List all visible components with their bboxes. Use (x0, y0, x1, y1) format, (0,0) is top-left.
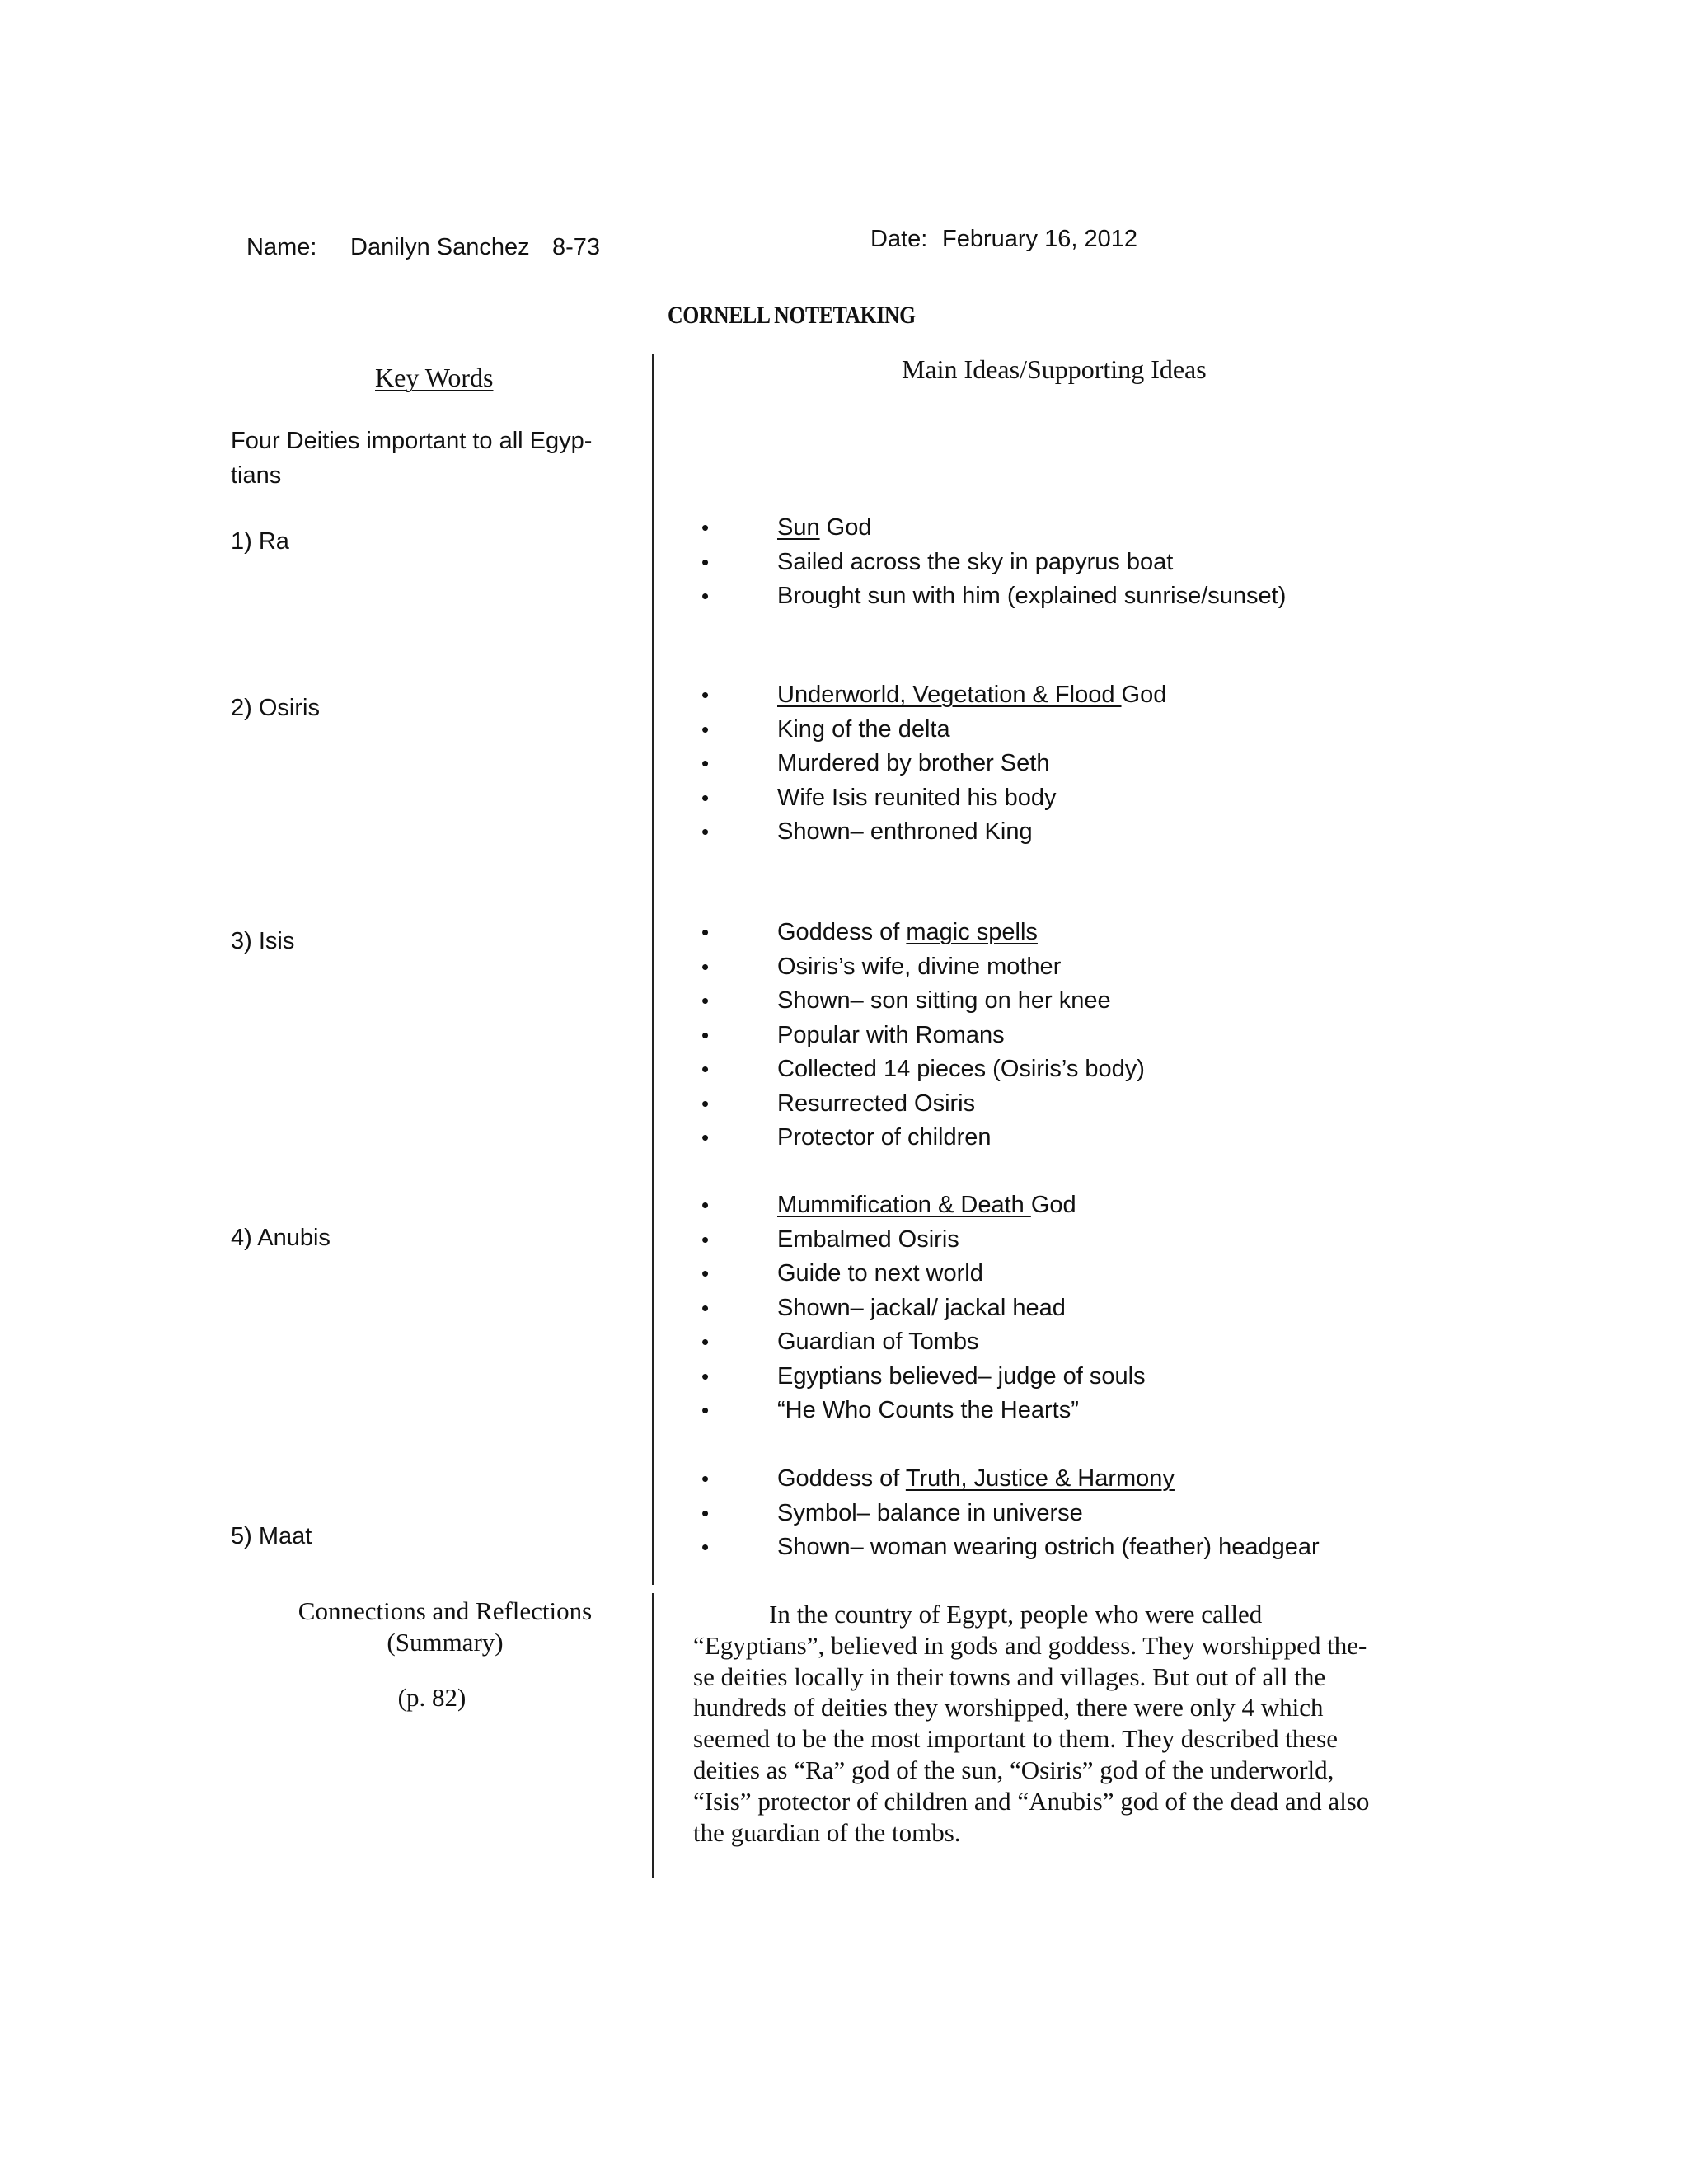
isis-notes (695, 916, 1145, 1155)
bullet-icon: • (701, 1057, 710, 1081)
keyword-maat: 5) Maat (231, 1523, 312, 1549)
note-text: Sailed across the sky in papyrus boat (777, 548, 1174, 575)
spacer (247, 1658, 643, 1682)
note-text: Shown– woman wearing ostrich (feather) headgear (777, 1534, 1320, 1560)
list-item (695, 1360, 1146, 1394)
underlined-term: magic spells (906, 919, 1038, 945)
bullet-icon: • (701, 751, 710, 776)
main-ideas-heading: Main Ideas/Supporting Ideas (902, 354, 1207, 384)
underlined-term: Mummification & Death (777, 1192, 1031, 1218)
bullet-icon: • (701, 819, 710, 844)
list-item (695, 713, 1166, 748)
list-item (695, 579, 1286, 614)
bullet-icon: • (701, 1261, 710, 1286)
list-item (695, 1019, 1145, 1053)
bullet-icon: • (701, 1500, 710, 1526)
anubis-notes (695, 1188, 1146, 1428)
keyword-anubis: 4) Anubis (231, 1225, 331, 1251)
bullet-icon: • (701, 1022, 710, 1047)
intro-line-2: tians (231, 462, 282, 489)
underlined-term: Truth, Justice & Harmony (905, 1465, 1175, 1492)
note-text: “He Who Counts the Hearts” (777, 1397, 1079, 1423)
summary-line: the guardian of the tombs. (693, 1817, 961, 1847)
summary-heading-line-2: (Summary) (387, 1628, 504, 1657)
bullet-icon: • (701, 1193, 710, 1217)
bullet-icon: • (701, 515, 710, 540)
list-item (695, 1087, 1145, 1122)
note-text: Brought sun with him (explained sunrise/sunset) (777, 583, 1287, 609)
column-divider (652, 354, 654, 1585)
list-item (695, 1188, 1146, 1223)
list-item (695, 815, 1166, 850)
summary-line: seemed to be the most important to them. They described these (693, 1724, 1338, 1754)
note-text: Goddess of (777, 1465, 906, 1492)
list-item (695, 1052, 1145, 1087)
list-item (695, 1257, 1146, 1291)
bullet-icon: • (701, 1535, 710, 1559)
keyword-isis: 3) Isis (231, 928, 295, 954)
note-text: God (1121, 682, 1167, 708)
bullet-icon: • (701, 920, 710, 944)
note-text: God (1030, 1192, 1076, 1218)
list-item (695, 1394, 1146, 1428)
note-text: Shown– son sitting on her knee (777, 987, 1111, 1014)
note-text: King of the delta (777, 715, 950, 743)
note-text: Goddess of (777, 919, 907, 945)
bullet-icon: • (701, 1295, 710, 1320)
note-text: Guardian of Tombs (777, 1329, 979, 1355)
bullet-icon: • (701, 785, 710, 810)
list-item (695, 1462, 1320, 1497)
bullet-icon: • (701, 716, 710, 742)
bullet-icon: • (701, 1226, 710, 1252)
summary-paragraph (693, 1599, 1418, 1848)
page-reference: (p. 82) (397, 1683, 467, 1712)
note-text: Egyptians believed– judge of souls (777, 1362, 1146, 1390)
class-number: 8-73 (552, 234, 601, 260)
note-text: Wife Isis reunited his body (777, 784, 1057, 811)
bullet-icon: • (701, 1466, 710, 1491)
note-text: Murdered by brother Seth (777, 750, 1050, 776)
list-item (695, 1530, 1320, 1565)
list-item (695, 511, 1286, 546)
list-item (695, 916, 1145, 950)
bullet-icon: • (701, 1090, 710, 1116)
note-text: God (819, 514, 872, 541)
note-text: Popular with Romans (777, 1021, 1005, 1048)
bullet-icon: • (701, 1398, 710, 1422)
summary-line: “Isis” protector of children and “Anubis” god of the dead and also (693, 1786, 1370, 1816)
list-item (695, 1223, 1146, 1258)
bullet-icon: • (701, 1329, 710, 1354)
note-text: Embalmed Osiris (777, 1226, 959, 1253)
bullet-icon: • (701, 549, 710, 574)
date-label: Date: (870, 226, 928, 252)
summary-divider (652, 1593, 654, 1878)
summary-line: hundreds of deities they worshipped, there were only 4 which (693, 1693, 1324, 1722)
bullet-icon: • (701, 1125, 710, 1150)
intro-line-1: Four Deities important to all Egyp- (231, 428, 593, 454)
list-item (695, 678, 1166, 713)
summary-line: “Egyptians”, believed in gods and goddess. They worshipped the- (693, 1630, 1367, 1660)
student-name: Danilyn Sanchez (350, 234, 530, 260)
ra-notes (695, 511, 1286, 614)
date-value: February 16, 2012 (942, 226, 1137, 252)
summary-heading (247, 1596, 643, 1713)
underlined-term: Underworld, Vegetation & Flood (777, 682, 1122, 708)
keyword-ra: 1) Ra (231, 528, 289, 555)
list-item (695, 546, 1286, 580)
note-text: Guide to next world (777, 1260, 983, 1286)
bullet-icon: • (701, 1363, 710, 1389)
list-item (695, 950, 1145, 985)
list-item (695, 1121, 1145, 1155)
note-text: Osiris’s wife, divine mother (777, 953, 1062, 980)
list-item (695, 781, 1166, 816)
bullet-icon: • (701, 988, 710, 1013)
bullet-icon: • (701, 682, 710, 707)
maat-notes (695, 1462, 1320, 1565)
note-text: Collected 14 pieces (Osiris’s body) (777, 1056, 1145, 1082)
summary-line: In the country of Egypt, people who were called (769, 1600, 1263, 1629)
bullet-icon: • (701, 583, 710, 608)
list-item (695, 984, 1145, 1019)
note-text: Protector of children (777, 1124, 992, 1151)
list-item (695, 747, 1166, 781)
note-text: Shown– jackal/ jackal head (777, 1294, 1066, 1321)
key-words-heading: Key Words (375, 363, 494, 392)
list-item (695, 1497, 1320, 1531)
list-item (695, 1325, 1146, 1360)
summary-heading-line-1: Connections and Reflections (298, 1596, 593, 1625)
note-text: Resurrected Osiris (777, 1090, 976, 1117)
keyword-osiris: 2) Osiris (231, 695, 320, 721)
note-text: Symbol– balance in universe (777, 1499, 1083, 1526)
summary-line: se deities locally in their towns and villages. But out of all the (693, 1661, 1326, 1691)
list-item (695, 1291, 1146, 1326)
page-title: CORNELL NOTETAKING (668, 302, 916, 329)
note-text: Shown– enthroned King (777, 818, 1033, 845)
underlined-term: Sun (777, 514, 820, 541)
summary-line: deities as “Ra” god of the sun, “Osiris” god of the underworld, (693, 1755, 1334, 1784)
name-label: Name: (246, 234, 317, 260)
osiris-notes (695, 678, 1166, 850)
bullet-icon: • (701, 954, 710, 979)
